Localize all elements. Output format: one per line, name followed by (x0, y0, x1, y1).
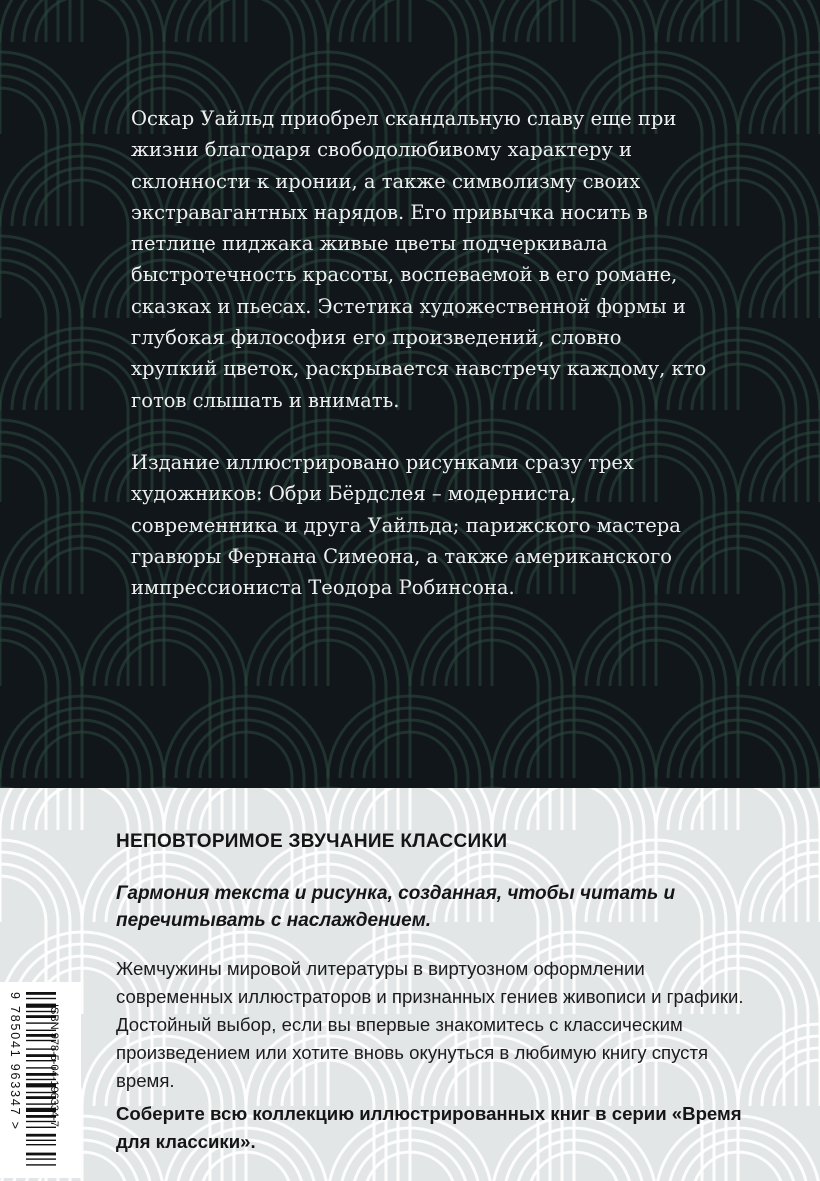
description-paragraph-2: Издание иллюстрировано рисунками сразу трех художников: Обри Бёрдслея – модерниста, современника и друга Уайльда; парижского мастера гравюры Фернана Симеона, а также американского импрессиониста Теодора Робинсона. (131, 450, 681, 600)
series-call-to-action: Соберите всю коллекцию иллюстрированных книг в серии «Время для классики». (116, 1103, 742, 1152)
series-description: Жемчужины мировой литературы в виртуозном оформлении современных иллюстраторов и признанных гениев живописи и графики. Достойный выбор, если вы впервые знакомитесь с классическим произведением или хотите вновь окунуться в любимую книгу спустя время. (116, 958, 744, 1091)
description-text (131, 103, 711, 634)
series-title: НЕПОВТОРИМОЕ ЗВУЧАНИЕ КЛАССИКИ (116, 831, 508, 852)
isbn-digits: 9 785041 963347 > (8, 992, 22, 1131)
series-subtitle: Гармония текста и рисунка, созданная, чтобы читать и перечитывать с наслаждением. (116, 883, 676, 931)
isbn-label: ISBN 978-5-04-196334-7 (48, 1004, 60, 1127)
description-paragraph-1: Оскар Уайльд приобрел скандальную славу еще при жизни благодаря свободолюбивому характеру и склонности к иронии, а также символизму своих экстравагантных нарядов. Его привычка носить в петлице пиджака живые цветы подчеркивала быстротечность красоты, воспеваемой в его романе, сказках и пьесах. Эстетика художественной формы и глубокая философия его произведений, словно хрупкий цветок, раскрывается навстречу каждому, кто готов слышать и внимать. (131, 107, 707, 412)
